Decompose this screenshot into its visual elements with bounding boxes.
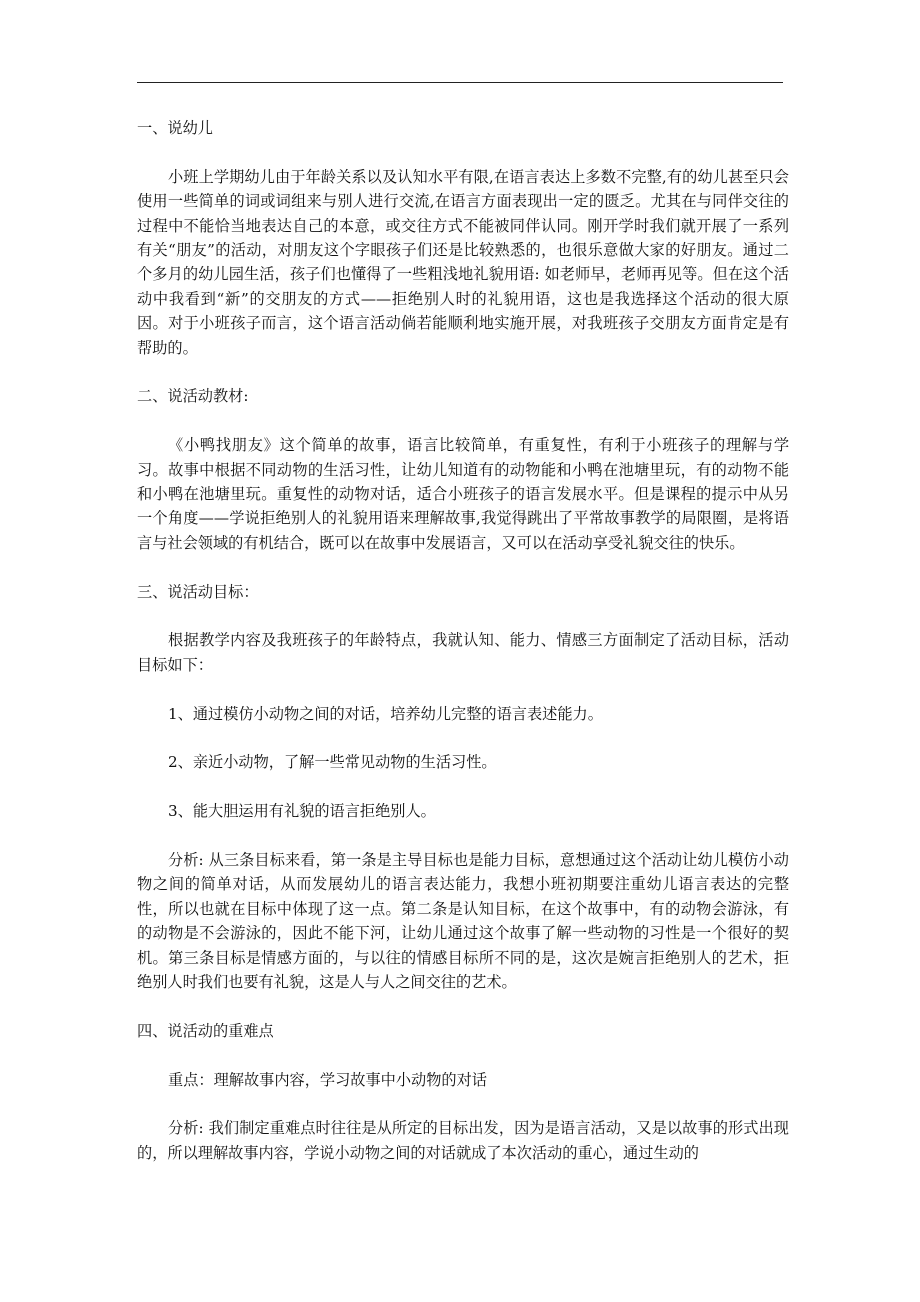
section-heading: 四、说活动的重难点 — [137, 1021, 274, 1040]
section-about-children — [137, 116, 789, 360]
analysis-paragraph: 分析: 我们制定重难点时往往是从所定的目标出发，因为是语言活动，又是以故事的形式出现的，所以理解故事内容，学说小动物之间的对话就成了本次活动的重心，通过生动的 — [137, 1119, 789, 1162]
section-goals — [137, 580, 789, 995]
section-materials — [137, 384, 789, 555]
goal-list-item: 3、能大胆运用有礼貌的语言拒绝别人。 — [168, 802, 436, 821]
goal-list-item: 1、通过模仿小动物之间的对话，培养幼儿完整的语言表述能力。 — [168, 704, 603, 723]
goal-list-item: 2、亲近小动物，了解一些常见动物的生活习性。 — [168, 753, 497, 772]
section-heading: 二、说活动教材: — [137, 387, 249, 406]
analysis-paragraph: 分析: 从三条目标来看，第一条是主导目标也是能力目标，意想通过这个活动让幼儿模仿小动物之间的简单对话，从而发展幼儿的语言表达能力，我想小班初期要注重幼儿语言表达的完整性，所以也就在目标中体现了这一点。第二条是认知目标，在这个故事中，有的动物会游泳，有的动物是不会游泳的，因此不能下河，让幼儿通过这个故事了解一些动物的习性是一个很好的契机。第三条目标是情感方面的，与以往的情感目标所不同的是，这次是婉言拒绝别人的艺术，拒绝别人时我们也要有礼貌，这是人与人之间交往的艺术。 — [137, 851, 789, 992]
body-paragraph: 《小鸭找朋友》这个简单的故事，语言比较简单，有重复性，有利于小班孩子的理解与学习。故事中根据不同动物的生活习性，让幼儿知道有的动物能和小鸭在池塘里玩，有的动物不能和小鸭在池塘里玩。重复性的动物对话，适合小班孩子的语言发展水平。但是课程的提示中从另一个角度——学说拒绝别人的礼貌用语来理解故事,我觉得跳出了平常故事教学的局限圈，是将语言与社会领域的有机结合，既可以在故事中发展语言，又可以在活动享受礼貌交往的快乐。 — [137, 436, 789, 552]
section-key-points — [137, 1019, 789, 1165]
document-body — [137, 116, 789, 1190]
body-paragraph: 根据教学内容及我班孩子的年龄特点，我就认知、能力、情感三方面制定了活动目标，活动目标如下： — [137, 631, 789, 674]
section-heading: 一、说幼儿 — [137, 119, 213, 137]
body-paragraph: 小班上学期幼儿由于年龄关系以及认知水平有限,在语言表达上多数不完整,有的幼儿甚至只会使用一些简单的词或词组来与别人进行交流,在语言方面表现出一定的匮乏。尤其在与同伴交往的过程中不能恰当地表达自己的本意，或交往方式不能被同伴认同。刚开学时我们就开展了一系列有关“朋友”的活动，对朋友这个字眼孩子们还是比较熟悉的，也很乐意做大家的好朋友。通过二个多月的幼儿园生活，孩子们也懂得了一些粗浅地礼貌用语: 如老师早，老师再见等。但在这个活动中我看到“新”的交朋友的方式——拒绝别人时的礼貌用语，这也是我选择这个活动的很大原因。对于小班孩子而言，这个语言活动倘若能顺利地实施开展，对我班孩子交朋友方面肯定是有帮助的。 — [137, 167, 789, 357]
section-heading: 三、说活动目标： — [137, 582, 259, 601]
key-point-paragraph: 重点：理解故事内容，学习故事中小动物的对话 — [168, 1070, 487, 1089]
header-rule — [137, 82, 783, 83]
